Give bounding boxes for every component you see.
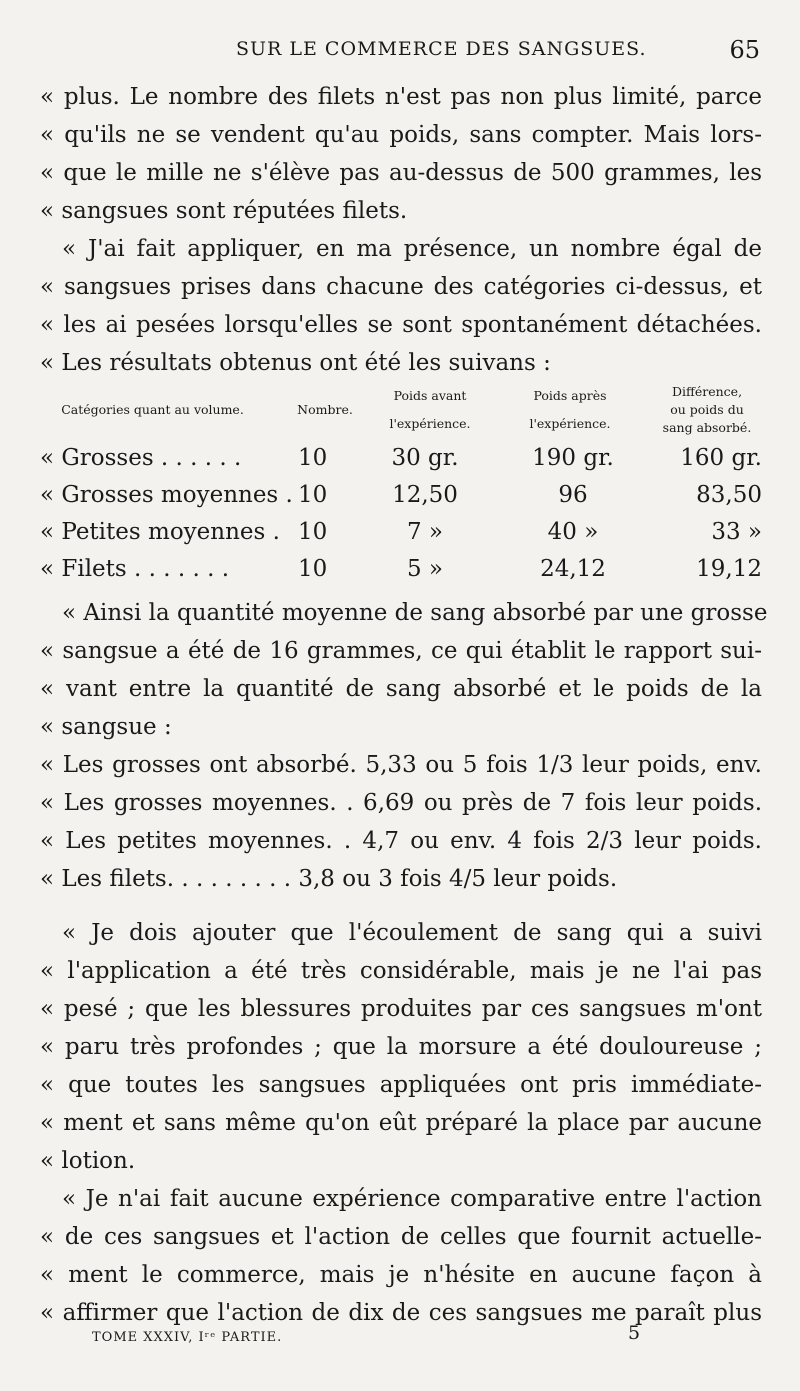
text-line: « lotion. <box>40 1148 136 1174</box>
table-header <box>40 384 762 440</box>
row-count: 10 <box>298 445 328 471</box>
table-row <box>40 514 762 551</box>
signature-mark: 5 <box>628 1322 641 1344</box>
text-line: « paru très profondes ; que la morsure a été douloureuse ; <box>40 1034 762 1060</box>
row-count: 10 <box>298 482 328 508</box>
text-block-3 <box>40 914 762 1332</box>
row-label: « Grosses moyennes . <box>40 482 293 508</box>
page-footer <box>40 1322 760 1352</box>
row-label: « Filets . . . . . . . <box>40 556 230 582</box>
header-before-1: Poids avant <box>393 388 467 403</box>
table-row <box>40 440 762 477</box>
text-line: « Les grosses moyennes. . 6,69 ou près de 7 fois leur poids. <box>40 790 762 816</box>
header-category: Catégories quant au volume. <box>61 402 244 417</box>
row-diff: 83,50 <box>696 482 762 508</box>
header-before-2: l'expérience. <box>389 416 471 431</box>
text-line: « Les petites moyennes. . 4,7 ou env. 4 fois 2/3 leur poids. <box>40 828 762 854</box>
row-diff: 33 » <box>711 519 762 545</box>
row-before: 12,50 <box>392 482 458 508</box>
row-label: « Grosses . . . . . . <box>40 445 242 471</box>
row-before: 30 gr. <box>391 445 459 471</box>
text-line: « sangsues sont réputées filets. <box>40 198 408 224</box>
header-after-1: Poids après <box>533 388 607 403</box>
text-line: « les ai pesées lorsqu'elles se sont spontanément détachées. <box>40 312 762 338</box>
row-count: 10 <box>298 519 328 545</box>
text-line: « ment le commerce, mais je n'hésite en aucune façon à <box>40 1262 762 1288</box>
text-line: « Je dois ajouter que l'écoulement de sang qui a suivi <box>62 920 762 946</box>
text-block-2 <box>40 594 768 898</box>
text-line: « ment et sans même qu'on eût préparé la place par aucune <box>40 1110 762 1136</box>
text-line: « J'ai fait appliquer, en ma présence, un nombre égal de <box>62 236 762 262</box>
text-line: « qu'ils ne se vendent qu'au poids, sans compter. Mais lors- <box>40 122 762 148</box>
page-number: 65 <box>729 36 760 64</box>
text-line: « Les filets. . . . . . . . . 3,8 ou 3 fois 4/5 leur poids. <box>40 866 618 892</box>
row-after: 24,12 <box>540 556 606 582</box>
running-header <box>40 34 760 66</box>
text-line: « affirmer que l'action de dix de ces sangsues me paraît plus <box>40 1300 762 1326</box>
table-row <box>40 551 762 588</box>
row-count: 10 <box>298 556 328 582</box>
header-diff-2: ou poids du <box>670 402 744 417</box>
text-line: « sangsue a été de 16 grammes, ce qui établit le rapport sui- <box>40 638 762 664</box>
text-line: « Les grosses ont absorbé. 5,33 ou 5 fois 1/3 leur poids, env. <box>40 752 762 778</box>
row-diff: 160 gr. <box>680 445 762 471</box>
header-diff-1: Différence, <box>671 384 743 399</box>
text-line: « vant entre la quantité de sang absorbé et le poids de la <box>40 676 762 702</box>
text-line: « que le mille ne s'élève pas au-dessus de 500 grammes, les <box>40 160 762 186</box>
running-title: SUR LE COMMERCE DES SANGSUES. <box>236 38 647 60</box>
text-line: « plus. Le nombre des filets n'est pas non plus limité, parce <box>40 84 762 110</box>
text-line: « Ainsi la quantité moyenne de sang absorbé par une grosse <box>62 600 768 626</box>
text-line: « sangsue : <box>40 714 172 740</box>
volume-signature: TOME XXXIV, Iʳᵉ PARTIE. <box>92 1330 283 1345</box>
header-diff-3: sang absorbé. <box>662 420 752 435</box>
text-line: « l'application a été très considérable, mais je ne l'ai pas <box>40 958 762 984</box>
text-line: « de ces sangsues et l'action de celles que fournit actuelle- <box>40 1224 762 1250</box>
row-after: 96 <box>558 482 588 508</box>
text-line: « Je n'ai fait aucune expérience comparative entre l'action <box>62 1186 762 1212</box>
text-line: « sangsues prises dans chacune des catégories ci-dessus, et <box>40 274 762 300</box>
table-row <box>40 477 762 514</box>
row-diff: 19,12 <box>696 556 762 582</box>
text-block-1 <box>40 78 762 382</box>
row-before: 7 » <box>406 519 444 545</box>
text-line: « Les résultats obtenus ont été les suivans : <box>40 350 551 376</box>
table-body <box>40 440 762 588</box>
text-line: « que toutes les sangsues appliquées ont pris immédiate- <box>40 1072 762 1098</box>
header-count: Nombre. <box>297 402 353 417</box>
row-label: « Petites moyennes . <box>40 519 280 545</box>
row-before: 5 » <box>406 556 444 582</box>
row-after: 190 gr. <box>532 445 614 471</box>
header-after-2: l'expérience. <box>529 416 611 431</box>
row-after: 40 » <box>547 519 599 545</box>
text-line: « pesé ; que les blessures produites par ces sangsues m'ont <box>40 996 762 1022</box>
